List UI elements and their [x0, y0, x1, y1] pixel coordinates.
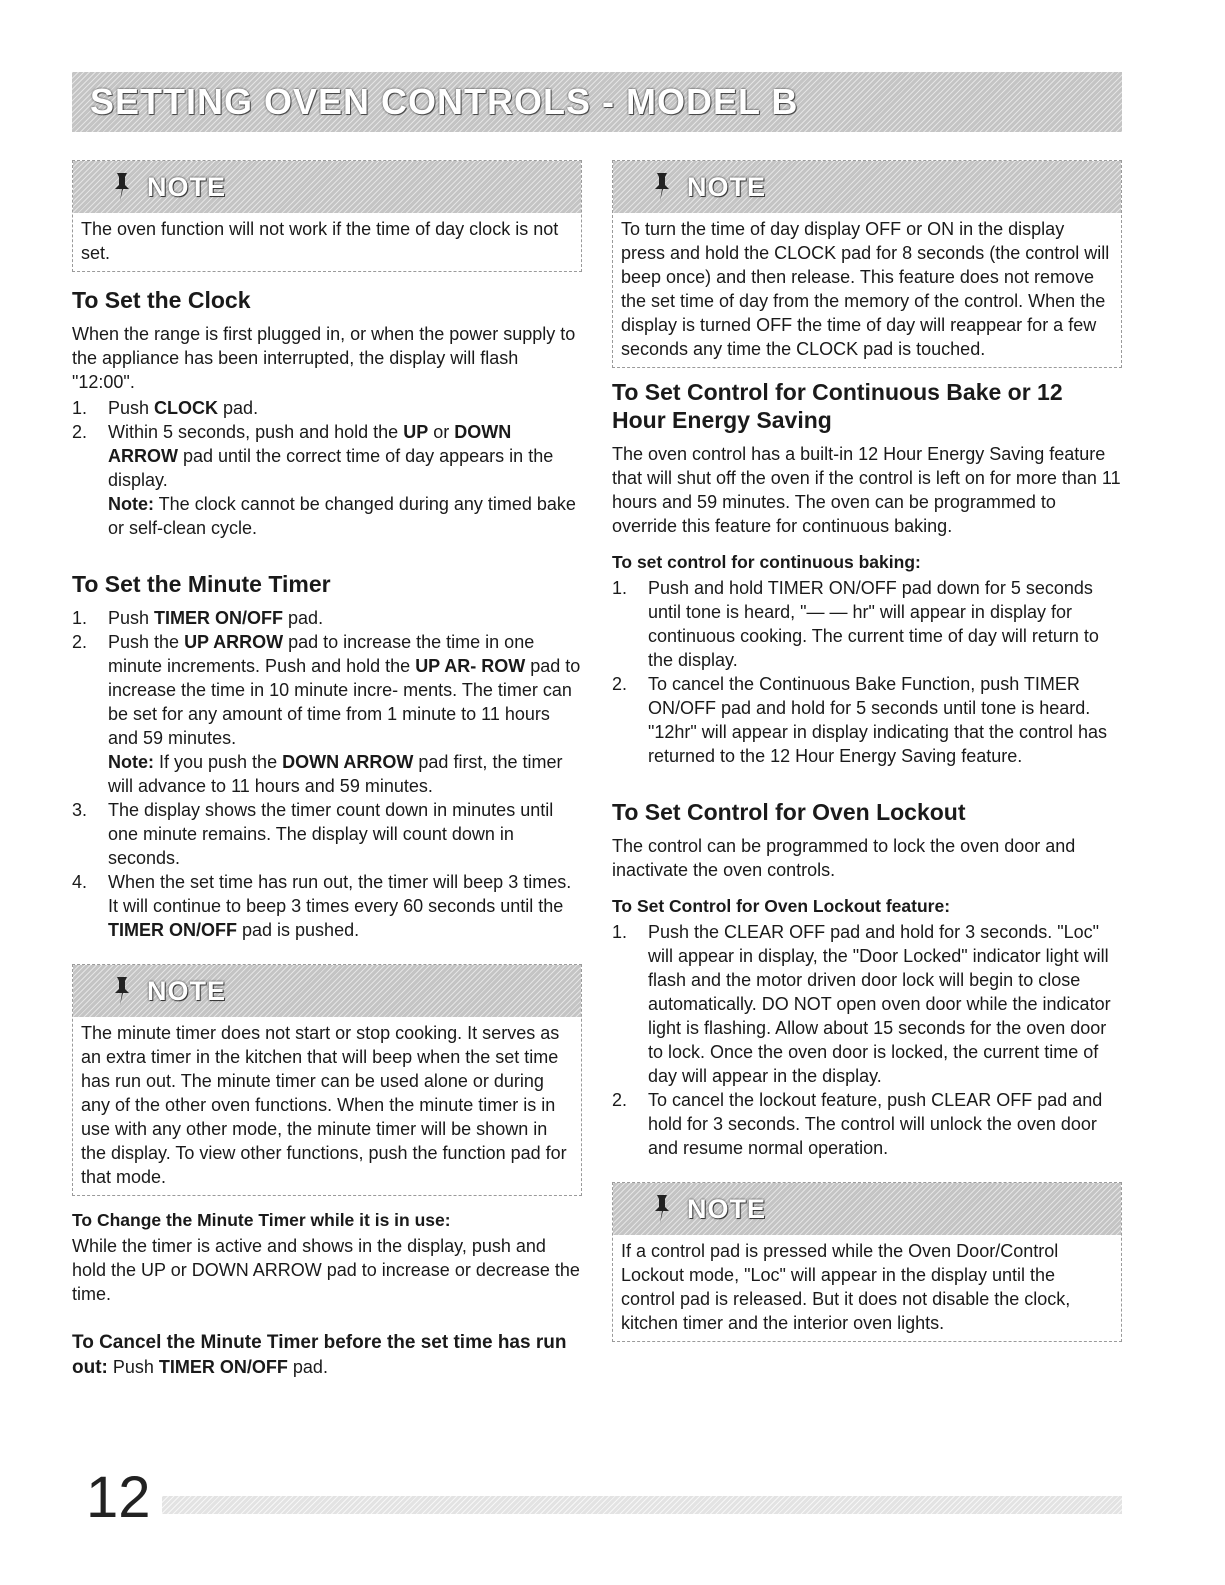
timer-heading: To Set the Minute Timer	[72, 571, 331, 597]
footer-rule	[162, 1496, 1122, 1514]
note-text: If a control pad is pressed while the Oven Door/Control Lockout mode, "Loc" will appear in the display until the control pad is released. But it does not disable the clock, kitchen timer and the interior oven lights.	[621, 1241, 1071, 1333]
pushpin-icon	[111, 975, 133, 1007]
note-box	[612, 160, 1122, 368]
list-item: 2. Within 5 seconds, push and hold the UP or DOWN ARROW pad until the correct time of day appears in the display. Note: The clock cannot be changed during any timed bake or self-clean cycle.	[72, 422, 576, 538]
list-item: 1. Push the CLEAR OFF pad and hold for 3 seconds. "Loc" will appear in display, the "Door Locked" indicator light will flash and the motor driven door lock will begin to close automatically. DO NOT open oven door while the indicator light is flashing. Allow about 15 seconds for the oven door to lock. Once the oven door is locked, the current time of day will appear in the display.	[612, 922, 1111, 1086]
continuous-bake-subheading: To set control for continuous baking:	[612, 552, 921, 572]
note-label: NOTE	[687, 1193, 767, 1224]
lockout-intro: The control can be programmed to lock the oven door and inactivate the oven controls.	[612, 836, 1076, 880]
list-item: 3. The display shows the timer count down in minutes until one minute remains. The display will count down in seconds.	[72, 800, 554, 868]
left-column	[72, 160, 582, 1380]
page-banner	[72, 72, 1122, 132]
page-number: 12	[86, 1465, 151, 1530]
lockout-subheading: To Set Control for Oven Lockout feature:	[612, 896, 951, 916]
timer-steps	[72, 606, 582, 942]
list-item: 4. When the set time has run out, the timer will beep 3 times. It will continue to beep 3 times every 60 seconds until the TIMER ON/OFF pad is pushed.	[72, 872, 572, 940]
note-text: The minute timer does not start or stop cooking. It serves as an extra timer in the kitchen that will beep when the set time has run out. The minute timer can be used alone or during any of the other oven functions. When the minute timer is in use with any other mode, the minute timer will be shown in the display. To view other functions, push the function pad for that mode.	[81, 1023, 567, 1187]
pushpin-icon	[651, 1193, 673, 1225]
pushpin-icon	[111, 171, 133, 203]
clock-heading: To Set the Clock	[72, 287, 251, 313]
change-timer-text: While the timer is active and shows in the display, push and hold the UP or DOWN ARROW pad to increase or decrease the time.	[72, 1236, 580, 1304]
note-label: NOTE	[687, 171, 767, 202]
lockout-heading: To Set Control for Oven Lockout	[612, 799, 966, 825]
note-box	[72, 160, 582, 272]
note-text: To turn the time of day display OFF or ON in the display press and hold the CLOCK pad for 8 seconds (the control will beep once) and then release. This feature does not remove the set time of day from the memory of the control. When the display is turned OFF the time of day will reappear for a few seconds any time the CLOCK pad is touched.	[621, 219, 1110, 359]
clock-steps	[72, 396, 582, 540]
list-item: 1. Push and hold TIMER ON/OFF pad down for 5 seconds until tone is heard, "— — hr" will appear in display for continuous cooking. The current time of day will return to the display.	[612, 578, 1099, 670]
list-item: 1. Push CLOCK pad.	[72, 398, 259, 418]
pushpin-icon	[651, 171, 673, 203]
note-box	[72, 964, 582, 1196]
continuous-bake-heading: To Set Control for Continuous Bake or 12 Hour Energy Saving	[612, 379, 1063, 433]
note-header	[613, 1183, 1121, 1235]
note-label: NOTE	[147, 975, 227, 1006]
page-footer	[72, 1465, 1122, 1530]
note-label: NOTE	[147, 171, 227, 202]
list-item: 2. Push the UP ARROW pad to increase the time in one minute increments. Push and hold the UP AR- ROW pad to increase the time in 10 minute incre- ments. The timer can be set for any amount of time from 1 minute to 11 hours and 59 minutes. Note: If you push the DOWN ARROW pad first, the timer will advance to 11 hours and 59 minutes.	[72, 632, 581, 796]
page-title: SETTING OVEN CONTROLS - MODEL B	[90, 81, 799, 122]
cancel-timer-paragraph: To Cancel the Minute Timer before the set time has run out: Push TIMER ON/OFF pad.	[72, 1332, 567, 1378]
list-item: 2. To cancel the Continuous Bake Function, push TIMER ON/OFF pad and hold for 5 seconds until tone is heard. "12hr" will appear in display indicating that the control has returned to the 12 Hour Energy Saving feature.	[612, 674, 1108, 766]
note-box	[612, 1182, 1122, 1342]
clock-intro: When the range is first plugged in, or when the power supply to the appliance has been interrupted, the display will flash "12:00".	[72, 324, 576, 392]
continuous-bake-intro: The oven control has a built-in 12 Hour Energy Saving feature that will shut off the oven if the control is left on for more than 11 hours and 59 minutes. The oven can be programmed to override this feature for continuous baking.	[612, 444, 1121, 536]
continuous-bake-steps	[612, 576, 1122, 768]
change-timer-heading: To Change the Minute Timer while it is in use:	[72, 1210, 451, 1230]
note-header	[73, 965, 581, 1017]
note-header	[613, 161, 1121, 213]
lockout-steps	[612, 920, 1122, 1160]
note-text: The oven function will not work if the time of day clock is not set.	[81, 219, 559, 263]
list-item: 2. To cancel the lockout feature, push CLEAR OFF pad and hold for 3 seconds. The control will unlock the oven door and resume normal operation.	[612, 1090, 1103, 1158]
note-header	[73, 161, 581, 213]
right-column	[612, 160, 1122, 1352]
list-item: 1. Push TIMER ON/OFF pad.	[72, 608, 324, 628]
